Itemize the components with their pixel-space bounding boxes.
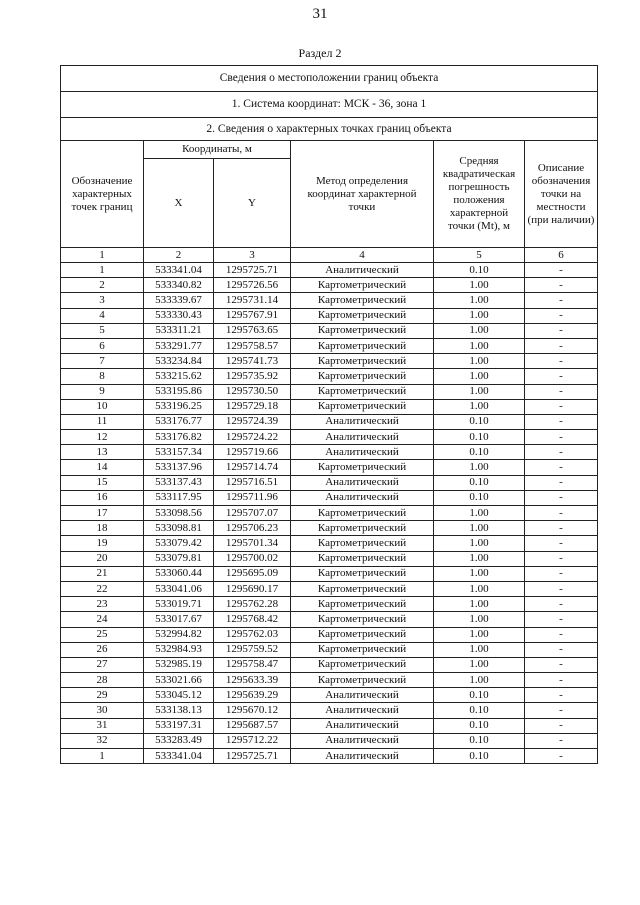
accuracy-value: 0.10 — [434, 445, 525, 460]
point-number: 11 — [61, 414, 144, 429]
description: - — [525, 506, 598, 521]
y-coordinate: 1295724.39 — [214, 414, 291, 429]
table-row — [61, 521, 598, 536]
table-row — [61, 490, 598, 505]
x-coordinate: 533176.82 — [144, 430, 214, 445]
y-header: Y — [214, 159, 291, 248]
x-header: X — [144, 159, 214, 248]
description: - — [525, 445, 598, 460]
point-number: 24 — [61, 612, 144, 627]
description: - — [525, 581, 598, 596]
description: - — [525, 338, 598, 353]
y-coordinate: 1295716.51 — [214, 475, 291, 490]
point-number: 1 — [61, 263, 144, 278]
accuracy-value: 0.10 — [434, 749, 525, 764]
x-coordinate: 532984.93 — [144, 642, 214, 657]
description: - — [525, 673, 598, 688]
point-number: 5 — [61, 323, 144, 338]
accuracy-value: 1.00 — [434, 460, 525, 475]
point-number: 8 — [61, 369, 144, 384]
y-coordinate: 1295767.91 — [214, 308, 291, 323]
x-coordinate: 532994.82 — [144, 627, 214, 642]
method: Картометрический — [291, 384, 434, 399]
table-row — [61, 323, 598, 338]
method: Картометрический — [291, 673, 434, 688]
x-coordinate: 533138.13 — [144, 703, 214, 718]
x-coordinate: 533098.56 — [144, 506, 214, 521]
method: Аналитический — [291, 688, 434, 703]
method: Картометрический — [291, 278, 434, 293]
accuracy-value: 0.10 — [434, 414, 525, 429]
point-number: 9 — [61, 384, 144, 399]
accuracy-value: 1.00 — [434, 323, 525, 338]
y-coordinate: 1295690.17 — [214, 581, 291, 596]
table-row — [61, 399, 598, 414]
method: Аналитический — [291, 749, 434, 764]
x-coordinate: 533117.95 — [144, 490, 214, 505]
point-number: 10 — [61, 399, 144, 414]
table-row — [61, 551, 598, 566]
description: - — [525, 627, 598, 642]
table-row — [61, 703, 598, 718]
y-coordinate: 1295762.28 — [214, 597, 291, 612]
table-row — [61, 749, 598, 764]
table-row — [61, 414, 598, 429]
description: - — [525, 384, 598, 399]
section-title: Раздел 2 — [298, 46, 342, 60]
description: - — [525, 460, 598, 475]
description: - — [525, 430, 598, 445]
point-number: 16 — [61, 490, 144, 505]
accuracy-value: 1.00 — [434, 673, 525, 688]
method: Аналитический — [291, 703, 434, 718]
table-row — [61, 597, 598, 612]
point-number: 3 — [61, 293, 144, 308]
point-number: 28 — [61, 673, 144, 688]
accuracy-value: 1.00 — [434, 597, 525, 612]
table-row — [61, 445, 598, 460]
y-coordinate: 1295758.47 — [214, 657, 291, 672]
x-coordinate: 533079.42 — [144, 536, 214, 551]
page-number: 31 — [312, 6, 328, 22]
point-number: 1 — [61, 749, 144, 764]
method: Картометрический — [291, 627, 434, 642]
accuracy-value: 1.00 — [434, 551, 525, 566]
point-number: 12 — [61, 430, 144, 445]
description: - — [525, 263, 598, 278]
method: Картометрический — [291, 506, 434, 521]
method: Картометрический — [291, 581, 434, 596]
description: - — [525, 414, 598, 429]
method: Картометрический — [291, 293, 434, 308]
x-coordinate: 533234.84 — [144, 354, 214, 369]
point-number: 25 — [61, 627, 144, 642]
points-section-title: 2. Сведения о характерных точках границ объекта — [61, 118, 598, 141]
point-number: 6 — [61, 338, 144, 353]
table-row — [61, 612, 598, 627]
x-coordinate: 533341.04 — [144, 749, 214, 764]
accuracy-value: 1.00 — [434, 612, 525, 627]
column-number: 1 — [61, 248, 144, 263]
method: Картометрический — [291, 323, 434, 338]
method: Картометрический — [291, 597, 434, 612]
point-number: 17 — [61, 506, 144, 521]
accuracy-value: 0.10 — [434, 263, 525, 278]
table-row — [61, 733, 598, 748]
y-coordinate: 1295714.74 — [214, 460, 291, 475]
table-row — [61, 263, 598, 278]
point-number: 27 — [61, 657, 144, 672]
description: - — [525, 718, 598, 733]
point-number: 18 — [61, 521, 144, 536]
accuracy-value: 0.10 — [434, 703, 525, 718]
accuracy-value: 0.10 — [434, 475, 525, 490]
y-coordinate: 1295712.22 — [214, 733, 291, 748]
column-number: 6 — [525, 248, 598, 263]
x-coordinate: 533340.82 — [144, 278, 214, 293]
description: - — [525, 278, 598, 293]
table-row — [61, 475, 598, 490]
description: - — [525, 642, 598, 657]
point-number: 29 — [61, 688, 144, 703]
description: - — [525, 521, 598, 536]
table-row — [61, 536, 598, 551]
table-row — [61, 430, 598, 445]
accuracy-value: 1.00 — [434, 536, 525, 551]
accuracy-value: 1.00 — [434, 657, 525, 672]
table-row — [61, 673, 598, 688]
coordinates-header: Координаты, м — [144, 141, 291, 159]
x-coordinate: 533311.21 — [144, 323, 214, 338]
accuracy-value: 1.00 — [434, 566, 525, 581]
description: - — [525, 475, 598, 490]
x-coordinate: 533019.71 — [144, 597, 214, 612]
point-number: 15 — [61, 475, 144, 490]
x-coordinate: 533041.06 — [144, 581, 214, 596]
y-coordinate: 1295719.66 — [214, 445, 291, 460]
method: Картометрический — [291, 338, 434, 353]
method: Аналитический — [291, 263, 434, 278]
accuracy-value: 1.00 — [434, 369, 525, 384]
y-coordinate: 1295670.12 — [214, 703, 291, 718]
x-coordinate: 533176.77 — [144, 414, 214, 429]
point-number: 26 — [61, 642, 144, 657]
x-coordinate: 533341.04 — [144, 263, 214, 278]
y-coordinate: 1295639.29 — [214, 688, 291, 703]
method: Картометрический — [291, 566, 434, 581]
y-coordinate: 1295706.23 — [214, 521, 291, 536]
x-coordinate: 533060.44 — [144, 566, 214, 581]
y-coordinate: 1295726.56 — [214, 278, 291, 293]
x-coordinate: 533195.86 — [144, 384, 214, 399]
accuracy-header: Средняя квадратическая погрешность положения характерной точки (Mt), м — [434, 141, 525, 248]
y-coordinate: 1295768.42 — [214, 612, 291, 627]
method: Аналитический — [291, 445, 434, 460]
coordinate-system: 1. Система координат: МСК - 36, зона 1 — [61, 92, 598, 118]
method: Картометрический — [291, 308, 434, 323]
table-row — [61, 308, 598, 323]
accuracy-value: 1.00 — [434, 399, 525, 414]
table-row — [61, 354, 598, 369]
point-number: 31 — [61, 718, 144, 733]
y-coordinate: 1295731.14 — [214, 293, 291, 308]
y-coordinate: 1295725.71 — [214, 263, 291, 278]
column-number: 2 — [144, 248, 214, 263]
table-row — [61, 566, 598, 581]
y-coordinate: 1295741.73 — [214, 354, 291, 369]
point-number: 19 — [61, 536, 144, 551]
point-number: 7 — [61, 354, 144, 369]
method: Аналитический — [291, 733, 434, 748]
accuracy-value: 0.10 — [434, 718, 525, 733]
point-number: 20 — [61, 551, 144, 566]
method-header: Метод определения координат характерной точки — [291, 141, 434, 248]
description: - — [525, 566, 598, 581]
y-coordinate: 1295763.65 — [214, 323, 291, 338]
method: Картометрический — [291, 460, 434, 475]
method: Картометрический — [291, 399, 434, 414]
table-row — [61, 688, 598, 703]
table-row — [61, 642, 598, 657]
description: - — [525, 612, 598, 627]
x-coordinate: 533137.96 — [144, 460, 214, 475]
x-coordinate: 533045.12 — [144, 688, 214, 703]
x-coordinate: 533098.81 — [144, 521, 214, 536]
description: - — [525, 369, 598, 384]
description: - — [525, 399, 598, 414]
point-number: 21 — [61, 566, 144, 581]
x-coordinate: 533017.67 — [144, 612, 214, 627]
table-row — [61, 293, 598, 308]
accuracy-value: 1.00 — [434, 308, 525, 323]
table-row — [61, 627, 598, 642]
description: - — [525, 354, 598, 369]
accuracy-value: 1.00 — [434, 581, 525, 596]
y-coordinate: 1295707.07 — [214, 506, 291, 521]
description: - — [525, 733, 598, 748]
y-coordinate: 1295695.09 — [214, 566, 291, 581]
accuracy-value: 0.10 — [434, 490, 525, 505]
accuracy-value: 1.00 — [434, 521, 525, 536]
method: Картометрический — [291, 521, 434, 536]
method: Картометрический — [291, 612, 434, 627]
y-coordinate: 1295762.03 — [214, 627, 291, 642]
point-number: 22 — [61, 581, 144, 596]
accuracy-value: 1.00 — [434, 642, 525, 657]
x-coordinate: 533283.49 — [144, 733, 214, 748]
point-number: 32 — [61, 733, 144, 748]
x-coordinate: 533330.43 — [144, 308, 214, 323]
method: Картометрический — [291, 551, 434, 566]
y-coordinate: 1295701.34 — [214, 536, 291, 551]
column-number: 5 — [434, 248, 525, 263]
accuracy-value: 0.10 — [434, 430, 525, 445]
description: - — [525, 293, 598, 308]
table-title: Сведения о местоположении границ объекта — [61, 66, 598, 92]
accuracy-value: 1.00 — [434, 506, 525, 521]
x-coordinate: 532985.19 — [144, 657, 214, 672]
description: - — [525, 490, 598, 505]
x-coordinate: 533137.43 — [144, 475, 214, 490]
point-number: 14 — [61, 460, 144, 475]
y-coordinate: 1295735.92 — [214, 369, 291, 384]
method: Картометрический — [291, 642, 434, 657]
table-row — [61, 657, 598, 672]
y-coordinate: 1295687.57 — [214, 718, 291, 733]
description: - — [525, 703, 598, 718]
point-number: 13 — [61, 445, 144, 460]
column-number: 4 — [291, 248, 434, 263]
method: Аналитический — [291, 475, 434, 490]
x-coordinate: 533215.62 — [144, 369, 214, 384]
table-row — [61, 384, 598, 399]
y-coordinate: 1295725.71 — [214, 749, 291, 764]
method: Аналитический — [291, 490, 434, 505]
method: Картометрический — [291, 369, 434, 384]
x-coordinate: 533339.67 — [144, 293, 214, 308]
y-coordinate: 1295729.18 — [214, 399, 291, 414]
boundary-points-table — [60, 65, 598, 764]
method: Картометрический — [291, 657, 434, 672]
x-coordinate: 533079.81 — [144, 551, 214, 566]
point-number: 4 — [61, 308, 144, 323]
x-coordinate: 533291.77 — [144, 338, 214, 353]
accuracy-value: 1.00 — [434, 354, 525, 369]
description: - — [525, 308, 598, 323]
accuracy-value: 0.10 — [434, 688, 525, 703]
table-row — [61, 506, 598, 521]
x-coordinate: 533021.66 — [144, 673, 214, 688]
table-row — [61, 338, 598, 353]
accuracy-value: 1.00 — [434, 338, 525, 353]
table-row — [61, 460, 598, 475]
y-coordinate: 1295711.96 — [214, 490, 291, 505]
method: Аналитический — [291, 430, 434, 445]
method: Картометрический — [291, 354, 434, 369]
table-row — [61, 278, 598, 293]
point-number: 23 — [61, 597, 144, 612]
description: - — [525, 688, 598, 703]
point-number: 30 — [61, 703, 144, 718]
x-coordinate: 533197.31 — [144, 718, 214, 733]
method: Картометрический — [291, 536, 434, 551]
point-number: 2 — [61, 278, 144, 293]
y-coordinate: 1295724.22 — [214, 430, 291, 445]
column-number: 3 — [214, 248, 291, 263]
accuracy-value: 1.00 — [434, 278, 525, 293]
accuracy-value: 1.00 — [434, 627, 525, 642]
table-row — [61, 369, 598, 384]
y-coordinate: 1295730.50 — [214, 384, 291, 399]
accuracy-value: 1.00 — [434, 384, 525, 399]
description: - — [525, 536, 598, 551]
y-coordinate: 1295759.52 — [214, 642, 291, 657]
method: Аналитический — [291, 414, 434, 429]
table-row — [61, 718, 598, 733]
y-coordinate: 1295758.57 — [214, 338, 291, 353]
accuracy-value: 0.10 — [434, 733, 525, 748]
accuracy-value: 1.00 — [434, 293, 525, 308]
table-row — [61, 581, 598, 596]
x-coordinate: 533157.34 — [144, 445, 214, 460]
x-coordinate: 533196.25 — [144, 399, 214, 414]
designation-header: Обозначение характерных точек границ — [61, 141, 144, 248]
method: Аналитический — [291, 718, 434, 733]
description-header: Описание обозначения точки на местности (при наличии) — [525, 141, 598, 248]
description: - — [525, 323, 598, 338]
y-coordinate: 1295633.39 — [214, 673, 291, 688]
y-coordinate: 1295700.02 — [214, 551, 291, 566]
description: - — [525, 657, 598, 672]
description: - — [525, 551, 598, 566]
description: - — [525, 749, 598, 764]
description: - — [525, 597, 598, 612]
